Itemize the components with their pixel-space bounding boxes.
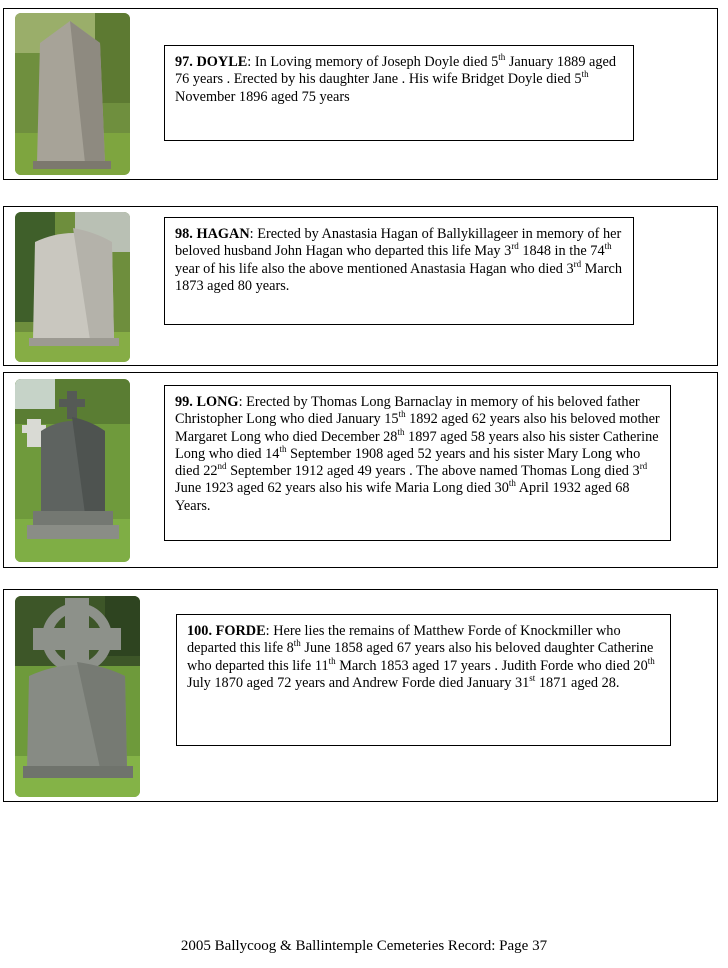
gravestone-photo [15,379,130,562]
ordinal-suffix: rd [511,241,519,252]
entry-number: 97. [175,54,193,70]
inscription-segment: 1848 in the 74 [518,243,605,260]
ordinal-suffix: th [279,444,287,455]
inscription-segment: March 1853 aged 17 years . Judith Forde who died 20 [335,657,648,674]
entry-100 [3,589,718,802]
ordinal-suffix: th [508,478,516,489]
entry-number: 98. [175,226,193,242]
entry-surname: LONG [196,394,239,410]
inscription-segment: September 1912 aged 49 years . The above named Thomas Long died 3 [226,463,640,480]
inscription-segment: June 1858 aged 67 years also his beloved daughter Catherine who departed this life 11 [187,640,654,674]
inscription-segment: : Erected by Thomas Long Barnaclay in memory of his beloved father Christopher Long who died January 15 [175,394,640,428]
inscription-segment: November 1896 aged 75 years [175,88,350,105]
ordinal-suffix: th [581,69,589,80]
ordinal-suffix: st [529,673,536,684]
ordinal-suffix: th [397,426,405,437]
ordinal-suffix: th [398,409,406,420]
entry-97 [3,8,718,180]
entry-surname: FORDE [215,623,266,639]
inscription-segment: July 1870 aged 72 years and Andrew Forde died January 31 [187,674,530,691]
inscription-segment: : Here lies the remains of Matthew Forde of Knockmiller who departed this life 8 [187,623,621,657]
inscription-segment: 1892 aged 62 years also his beloved mother Margaret Long who died December 28 [175,411,660,445]
entry-surname: HAGAN [196,226,250,242]
page-footer: 2005 Ballycoog & Ballintemple Cemeteries Record: Page 37 [180,938,548,954]
inscription-segment: September 1908 aged 52 years and his sister Mary Long who died 22 [175,445,641,480]
inscription-text [164,385,671,541]
inscription-segment: : In Loving memory of Joseph Doyle died 5 [247,54,499,70]
inscription-segment: March 1873 aged 80 years. [175,260,622,294]
ordinal-suffix: rd [639,461,648,472]
entry-number: 99. [175,394,193,410]
inscription-segment: January 1889 aged 76 years . Erected by his daughter Jane . His wife Bridget Doyle died 5 [175,54,617,88]
inscription-text [164,45,634,141]
entry-number: 100. [187,623,213,639]
gravestone-photo [15,13,130,175]
entry-surname: DOYLE [196,54,248,70]
ordinal-suffix: th [647,655,655,666]
inscription-segment: 1871 aged 28. [535,674,620,691]
entry-99 [3,372,718,568]
ordinal-suffix: th [498,52,506,63]
ordinal-suffix: th [328,655,336,666]
gravestone-photo [15,212,130,362]
ordinal-suffix: rd [573,258,582,269]
inscription-segment: June 1923 aged 62 years also his wife Maria Long died 30 [175,480,509,497]
inscription-text [176,614,671,746]
entry-98 [3,206,718,366]
ordinal-suffix: nd [217,461,227,472]
inscription-text [164,217,634,325]
celtic-cross-photo [15,596,140,797]
ordinal-suffix: th [604,241,612,252]
inscription-segment: 1897 aged 58 years also his sister Catherine Long who died 14 [175,428,659,462]
inscription-body [175,394,660,514]
inscription-segment: year of his life also the above mentioned Anastasia Hagan who died 3 [175,260,574,277]
inscription-segment: April 1932 aged 68 Years. [175,480,630,514]
ordinal-suffix: th [293,638,301,649]
inscription-segment: : Erected by Anastasia Hagan of Ballykillageer in memory of her beloved husband John Hagan who departed this life May 3 [175,226,622,260]
